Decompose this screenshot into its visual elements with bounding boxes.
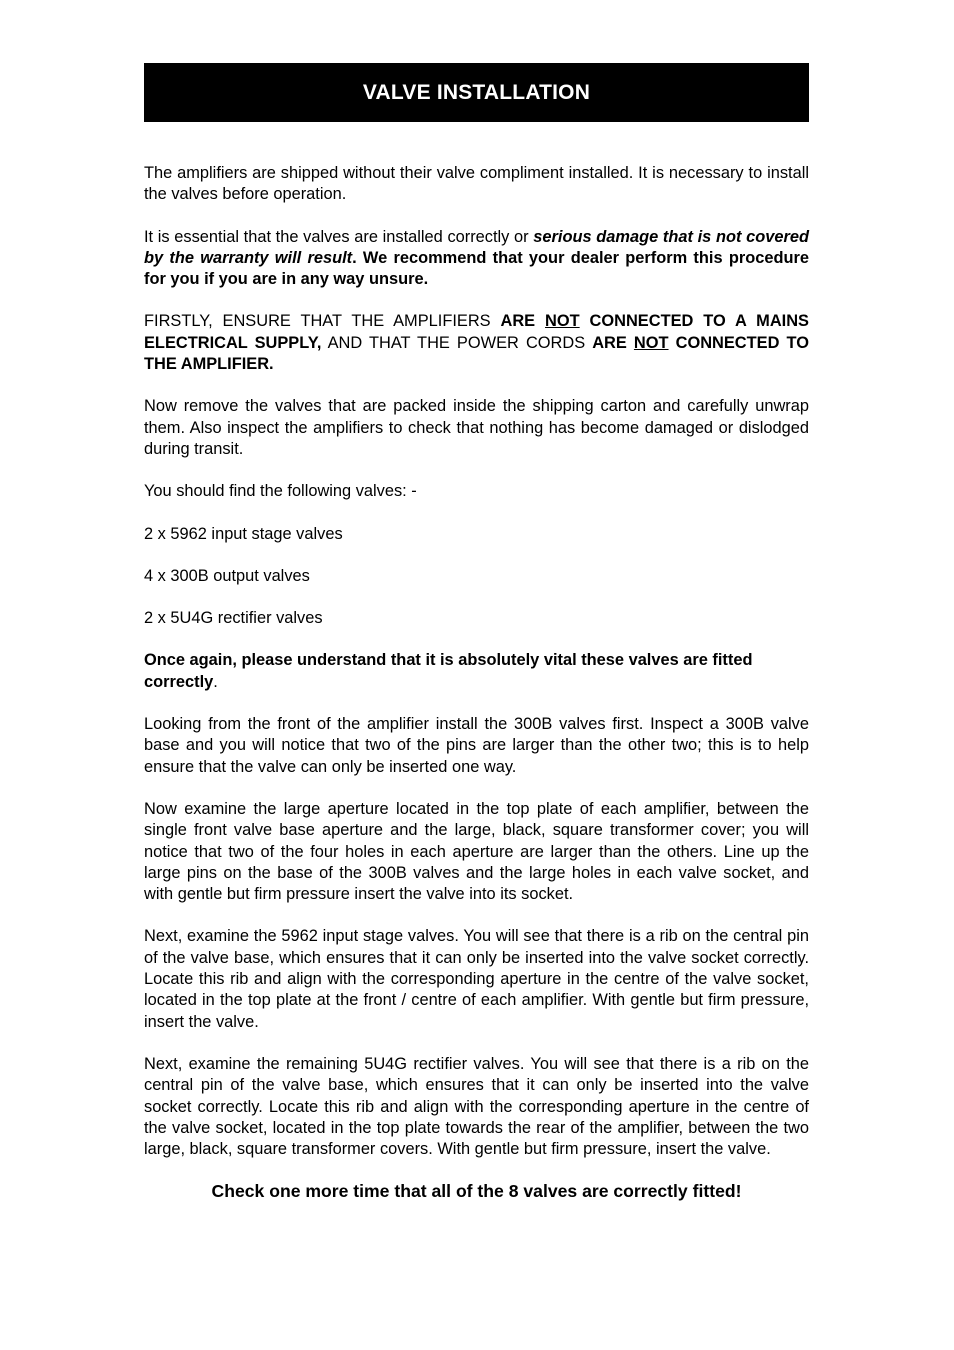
warning-emphasis: serious damage that is not covered by the warranty will result bbox=[144, 227, 809, 267]
vital-fit-text: Once again, please understand that it is absolutely vital these valves are fitted correctly bbox=[144, 651, 753, 691]
mains-not-1: NOT bbox=[545, 312, 580, 331]
mains-text-a: FIRSTLY, ENSURE THAT THE AMPLIFIERS bbox=[144, 312, 501, 331]
mains-not-2: NOT bbox=[633, 333, 669, 352]
warning-text-a: It is essential that the valves are installed correctly or bbox=[144, 227, 534, 246]
final-check-note: Check one more time that all of the 8 valves are correctly fitted! bbox=[211, 1181, 742, 1202]
vital-fit-paragraph bbox=[144, 650, 809, 693]
warning-paragraph bbox=[144, 227, 809, 291]
document-page bbox=[144, 63, 809, 1224]
page-title: VALVE INSTALLATION bbox=[362, 80, 591, 104]
install-300b-paragraph: Looking from the front of the amplifier install the 300B valves first. Inspect a 300B valve base and you will notice that two of the pins are larger than the other two; this is to help ensure that the valve can only be inserted one way. bbox=[144, 715, 809, 776]
valve-list-item: 2 x 5U4G rectifier valves bbox=[144, 609, 323, 628]
mains-text-e: AND THAT THE POWER CORDS bbox=[321, 333, 593, 352]
mains-are-2: ARE bbox=[592, 333, 634, 352]
vital-fit-period: . bbox=[213, 672, 218, 691]
mains-text-d: CONNECTED TO A MAINS ELECTRICAL SUPPLY, bbox=[144, 312, 809, 352]
install-5962-paragraph: Next, examine the 5962 input stage valves. You will see that there is a rib on the central pin of the valve base, which ensures that it can only be inserted into the valve socket correctly. Locate this rib and align with the corresponding aperture in the centre of the valve socket, located in the top plate at the front / centre of each amplifier. With gentle but firm pressure, insert the valve. bbox=[144, 927, 809, 1031]
aperture-paragraph: Now examine the large aperture located in the top plate of each amplifier, between the single front valve base aperture and the large, black, square transformer cover; you will notice that two of the four holes in each aperture are larger than the others. Line up the large pins on the base of the 300B valves and the large holes in each valve socket, and with gentle but firm pressure insert the valve into its socket. bbox=[144, 799, 809, 904]
valve-list-intro: You should find the following valves: - bbox=[144, 482, 417, 501]
mains-text-h: CONNECTED TO THE AMPLIFIER. bbox=[144, 333, 809, 374]
intro-paragraph: The amplifiers are shipped without their valve compliment installed. It is necessary to install the valves before operation. bbox=[144, 164, 809, 204]
unpack-paragraph: Now remove the valves that are packed inside the shipping carton and carefully unwrap them. Also inspect the amplifiers to check that nothing has become damaged or dislodged during transit. bbox=[144, 397, 809, 458]
warning-recommendation: . We recommend that your dealer perform this procedure for you if you are in any way unsure. bbox=[144, 248, 809, 289]
valve-list-item: 4 x 300B output valves bbox=[144, 566, 310, 585]
title-banner bbox=[144, 63, 809, 122]
install-5u4g-paragraph: Next, examine the remaining 5U4G rectifier valves. You will see that there is a rib on the central pin of the valve base, which ensures that it can only be inserted into the valve socket correctly. Locate this rib and align with the corresponding aperture in the centre of the valve socket, located in the top plate towards the rear of the amplifier, between the two large, black, square transformer covers. With gentle but firm pressure, insert the valve. bbox=[144, 1054, 809, 1159]
mains-are-1: ARE bbox=[500, 312, 546, 331]
valve-list-item: 2 x 5962 input stage valves bbox=[144, 524, 343, 543]
mains-warning-paragraph bbox=[144, 311, 809, 375]
document-body bbox=[144, 163, 809, 1203]
